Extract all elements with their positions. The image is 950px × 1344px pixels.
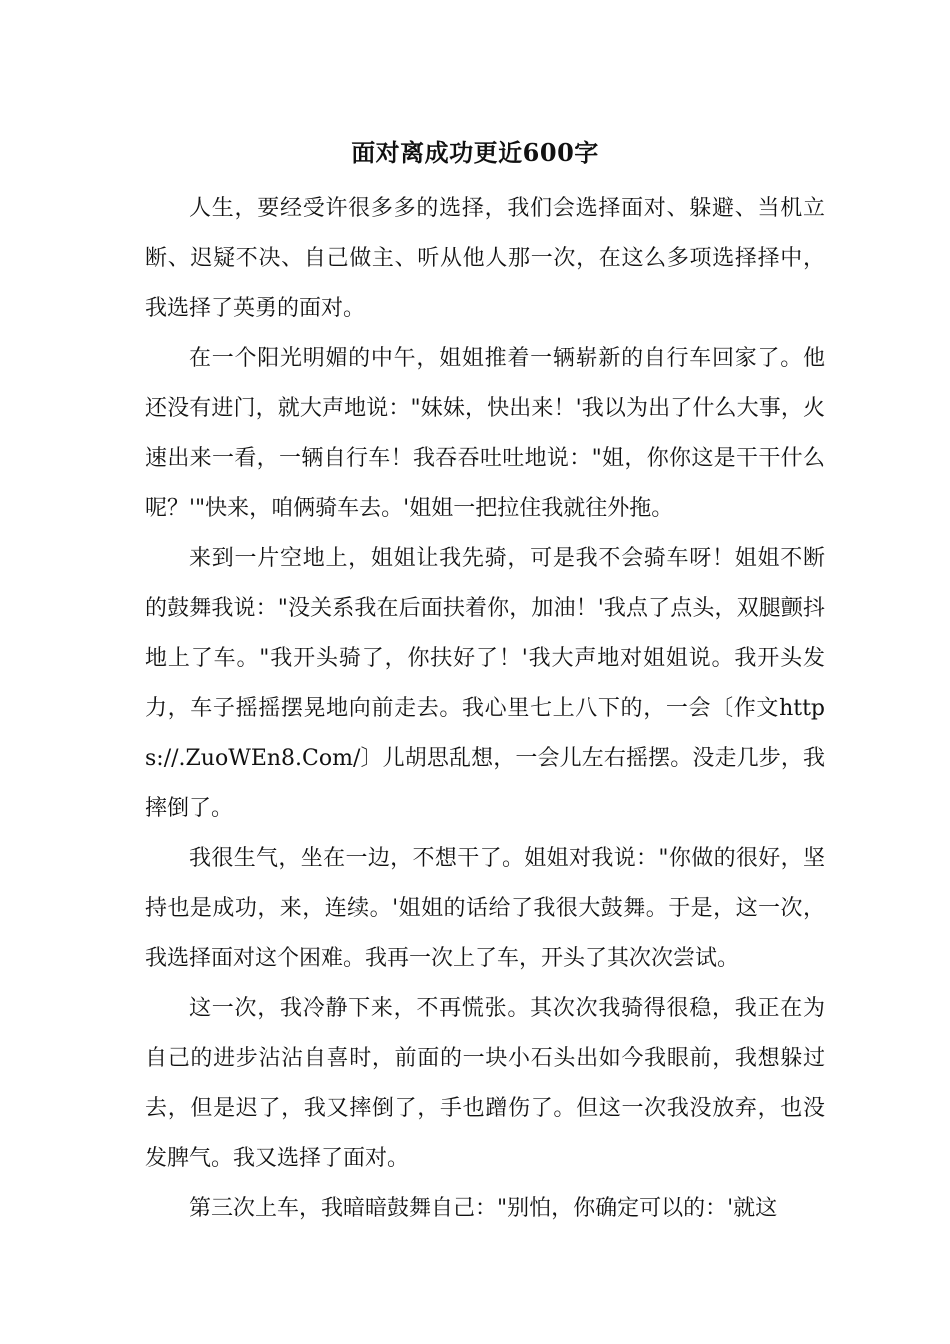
document-body <box>145 184 825 1234</box>
paragraph: 人生，要经受许很多多的选择，我们会选择面对、躲避、当机立断、迟疑不决、自己做主、听从他人那一次，在这么多项选择择中，我选择了英勇的面对。 <box>145 196 825 321</box>
document-title: 面对离成功更近600字 <box>351 138 599 167</box>
paragraph: 第三次上车，我暗暗鼓舞自己："别怕，你确定可以的：'就这 <box>189 1196 778 1221</box>
paragraph: 来到一片空地上，姐姐让我先骑，可是我不会骑车呀！姐姐不断的鼓舞我说："没关系我在后面扶着你，加油！'我点了点头，双腿颤抖地上了车。"我开头骑了，你扶好了！'我大声地对姐姐说。我开头发力，车子摇摇摆晃地向前走去。我心里七上八下的，一会〔作文https://.ZuoWEn8.Com/〕儿胡思乱想，一会儿左右摇摆。没走几步，我摔倒了。 <box>145 546 825 821</box>
paragraph: 我很生气，坐在一边，不想干了。姐姐对我说："你做的很好，坚持也是成功，来，连续。'姐姐的话给了我很大鼓舞。于是，这一次，我选择面对这个困难。我再一次上了车，开头了其次次尝试。 <box>145 846 825 971</box>
paragraph: 这一次，我冷静下来，不再慌张。其次次我骑得很稳，我正在为自己的进步沾沾自喜时，前面的一块小石头出如今我眼前，我想躲过去，但是迟了，我又摔倒了，手也蹭伤了。但这一次我没放弃，也没发脾气。我又选择了面对。 <box>145 996 825 1171</box>
paragraph: 在一个阳光明媚的中午，姐姐推着一辆崭新的自行车回家了。他还没有进门，就大声地说："妹妹，快出来！'我以为出了什么大事，火速出来一看，一辆自行车！我吞吞吐吐地说："姐，你你这是干干什么呢？'"快来，咱俩骑车去。'姐姐一把拉住我就往外拖。 <box>145 346 825 521</box>
